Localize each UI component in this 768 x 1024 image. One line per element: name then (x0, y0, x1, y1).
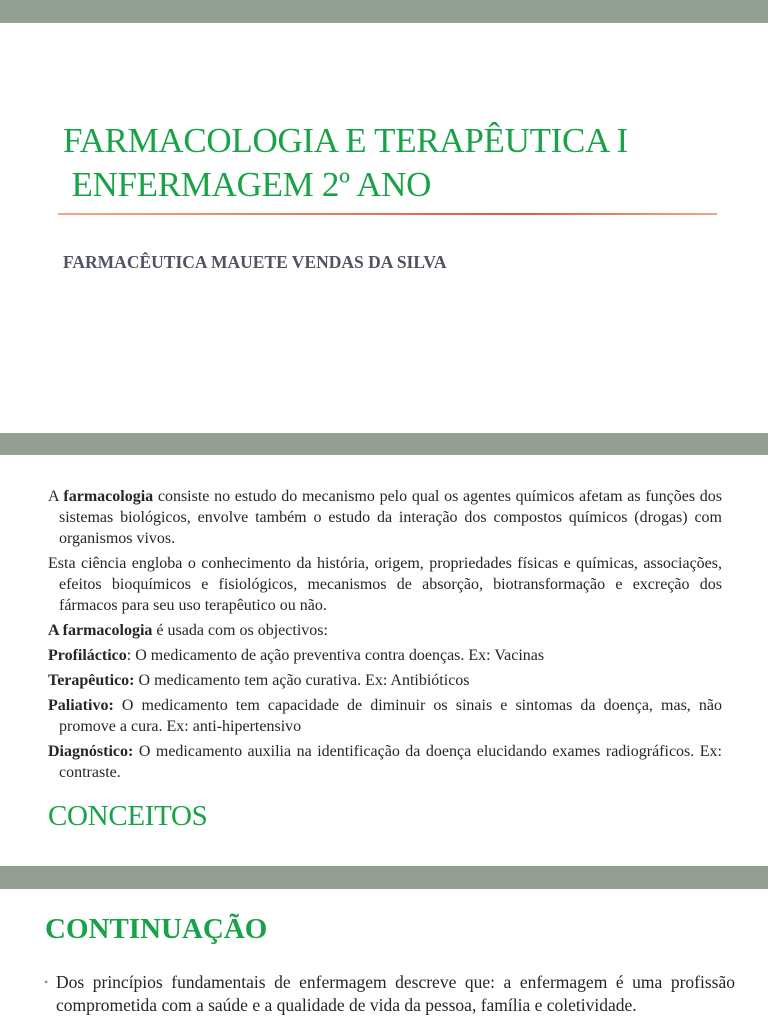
title-line-2: ENFERMAGEM 2º ANO (63, 165, 432, 204)
slide-body (48, 486, 722, 787)
paragraph-prophylactic (48, 645, 722, 666)
bullet-item (44, 971, 735, 1017)
text-span: O medicamento auxilia na identificação da doença elucidando exames radiográficos. Ex: contraste. (59, 743, 722, 781)
bold-term: A farmacologia (48, 622, 153, 639)
bold-term: Diagnóstico: (48, 743, 134, 760)
text-span: : O medicamento de ação preventiva contra doenças. Ex: Vacinas (126, 647, 545, 664)
bold-term: Paliativo: (48, 697, 114, 714)
text-span: O medicamento tem ação curativa. Ex: Antibióticos (134, 672, 470, 689)
slide-heading: CONTINUAÇÃO (45, 913, 268, 945)
slide-separator-top (0, 0, 768, 23)
text-span: O medicamento tem capacidade de diminuir os sinais e sintomas da doença, mas, não promove a cura. Ex: anti-hipertensivo (59, 697, 722, 735)
title-underline (58, 213, 717, 215)
slide-heading: CONCEITOS (48, 800, 208, 832)
text-span: é usada com os objectivos: (152, 622, 328, 639)
bullet-icon: • (44, 975, 49, 989)
title-line-1: FARMACOLOGIA E TERAPÊUTICA I (63, 121, 628, 160)
text-span: A (48, 488, 64, 505)
paragraph-therapeutic (48, 670, 722, 691)
slide-separator-2 (0, 866, 768, 889)
title-slide (0, 23, 768, 433)
bullet-text: Dos princípios fundamentais de enfermagem descreve que: a enfermagem é uma profissão comprometida com a saúde e a qualidade de vida da pessoa, família e coletividade. (56, 972, 735, 1015)
paragraph-scope: Esta ciência engloba o conhecimento da história, origem, propriedades físicas e químicas, associações, efeitos bioquímicos e fisiológicos, mecanismos de absorção, biotransformação e excreção dos fármacos para seu uso terapêutico ou não. (48, 555, 722, 614)
slide-title (63, 119, 743, 207)
concepts-slide (0, 455, 768, 866)
paragraph-definition (48, 486, 722, 549)
bold-term: Terapêutico: (48, 672, 135, 689)
slide-separator-1 (0, 433, 768, 455)
bold-term: farmacologia (63, 488, 154, 505)
text-span: consiste no estudo do mecanismo pelo qual os agentes químicos afetam as funções dos sistemas biológicos, envolve também o estudo da interação dos compostos químicos (drogas) com organismos vivos. (59, 488, 723, 547)
paragraph-diagnostic (48, 741, 722, 783)
slide-subtitle: FARMACÊUTICA MAUETE VENDAS DA SILVA (63, 252, 447, 272)
continuation-slide (0, 889, 768, 1024)
bold-term: Profiláctico (48, 647, 127, 664)
paragraph-objectives (48, 620, 722, 641)
paragraph-palliative (48, 695, 722, 737)
